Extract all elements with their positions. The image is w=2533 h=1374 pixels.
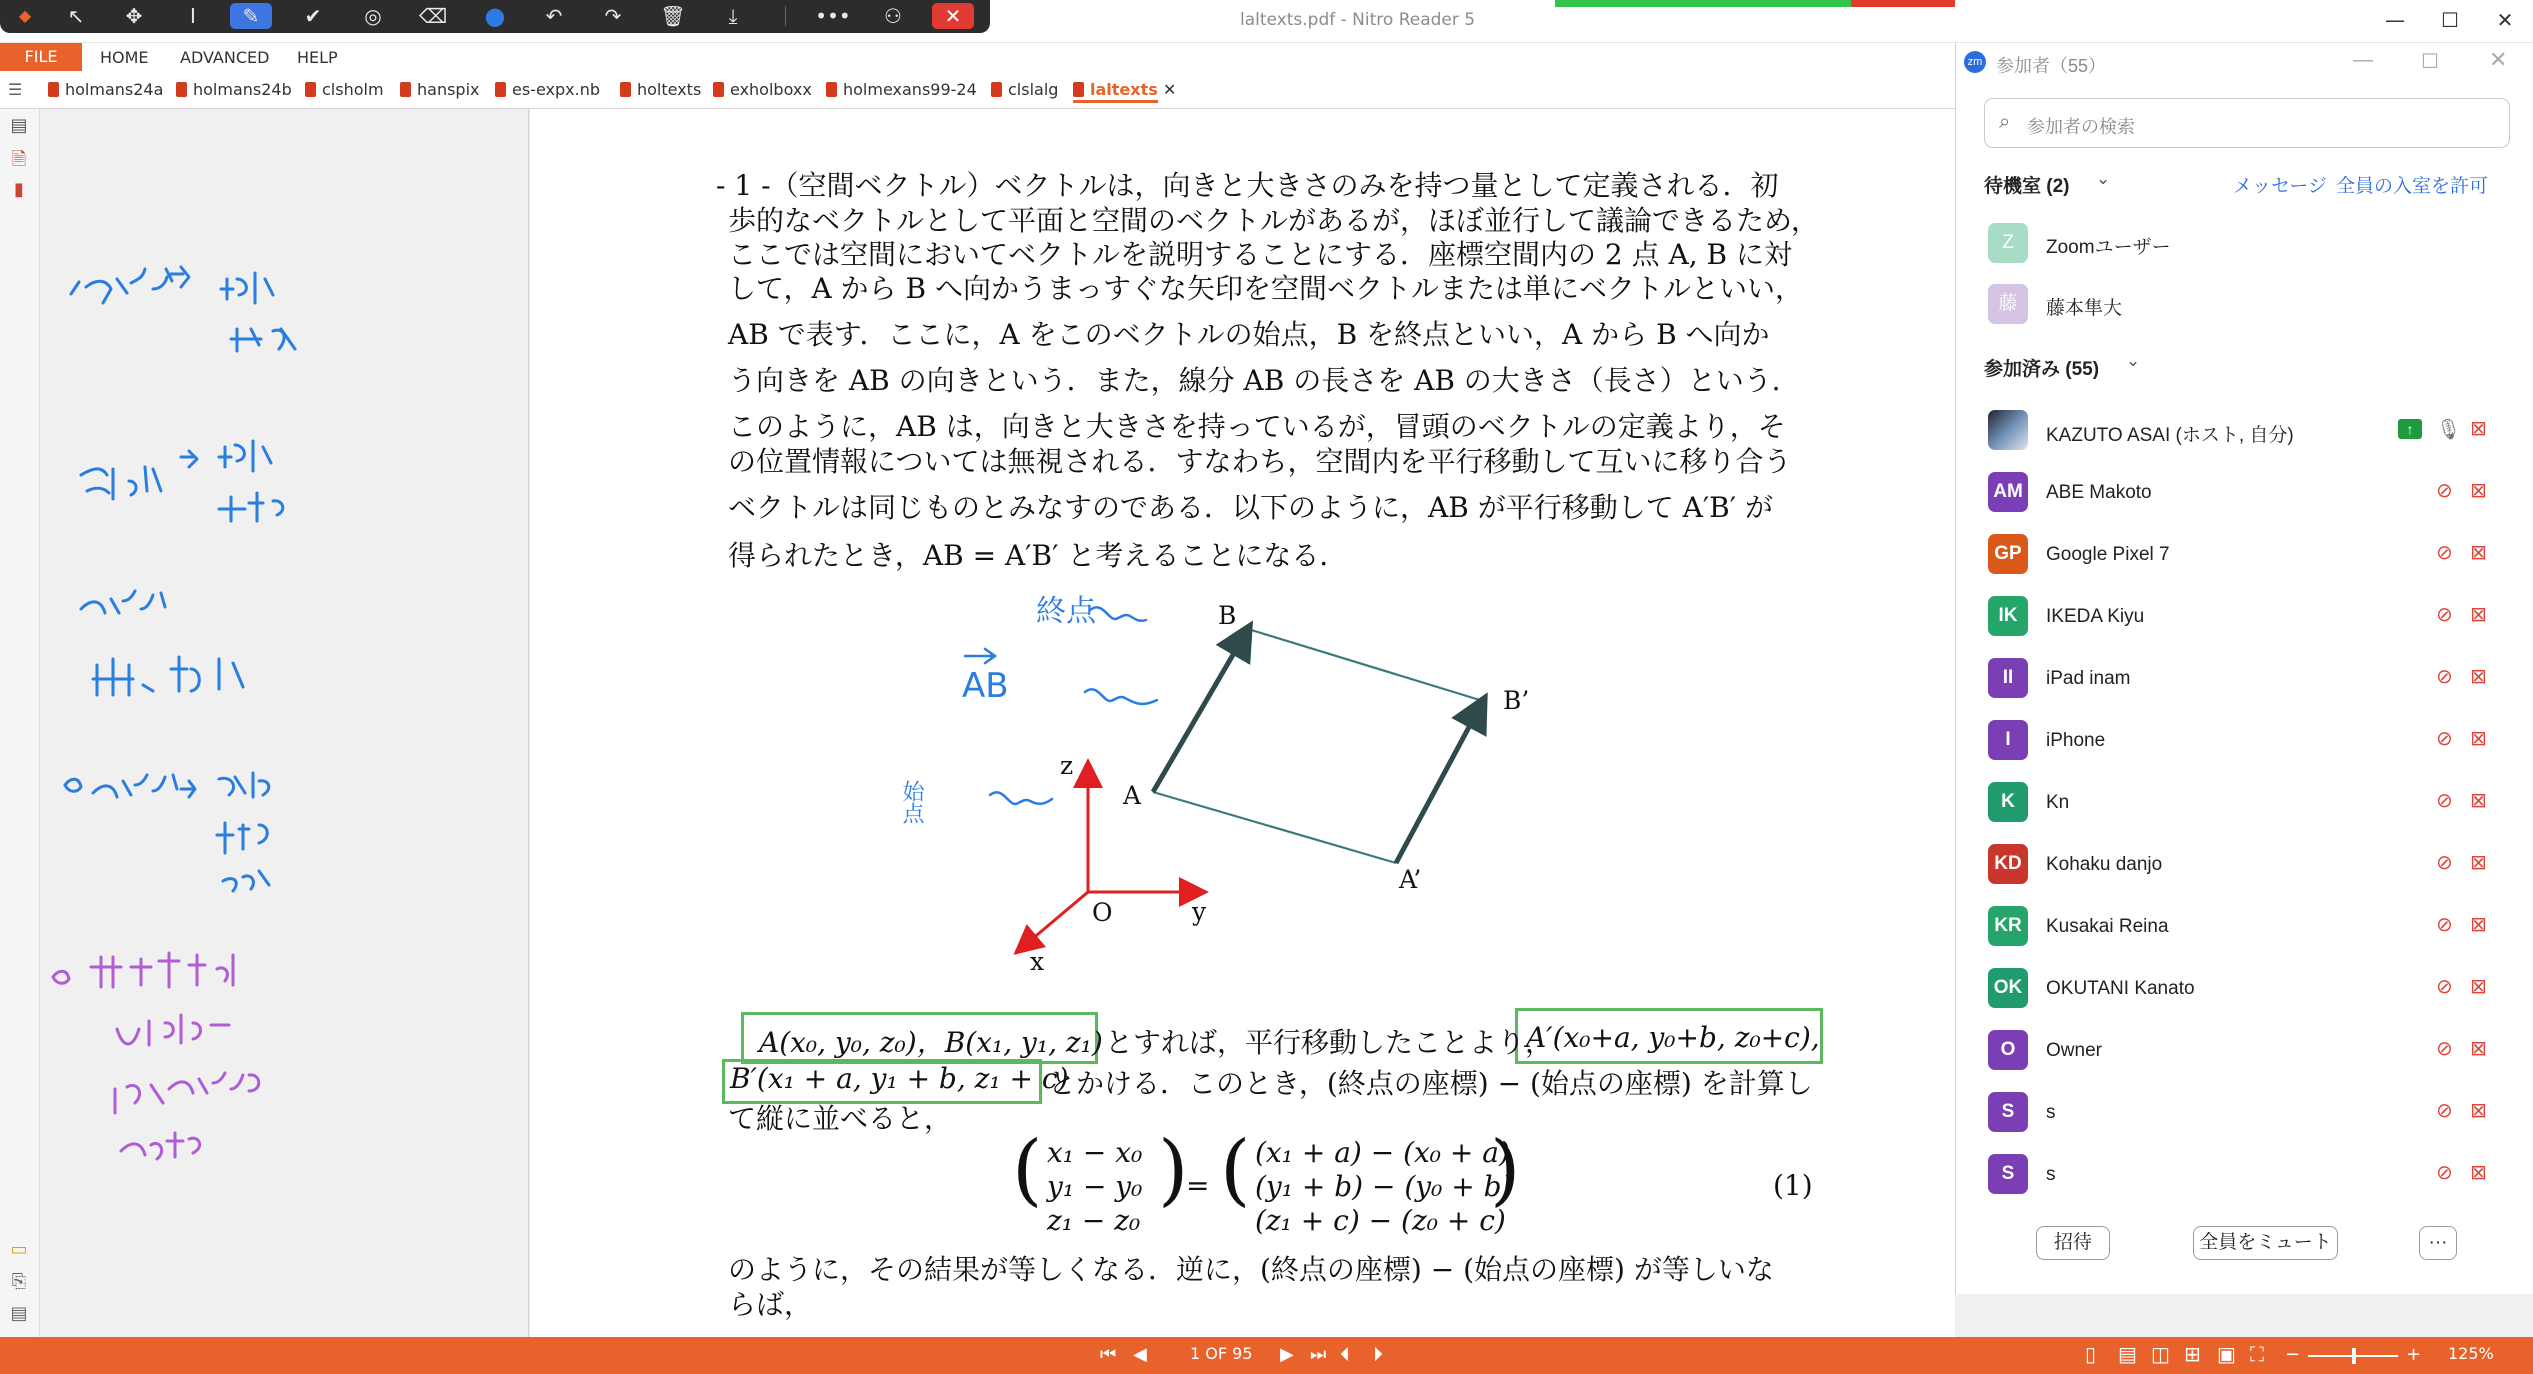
fullscreen-icon[interactable]: ⛶ (2250, 1342, 2264, 1366)
vector-apbp (1396, 701, 1483, 863)
participant-name[interactable]: iPhone (2046, 730, 2106, 751)
eq-text-vertical: て縦に並べると， (728, 1102, 953, 1135)
facing-continuous-icon[interactable]: ⊞ (2184, 1342, 2201, 1366)
video-off-icon[interactable]: ⊠ (2470, 542, 2487, 564)
search-placeholder: 参加者の検索 (2027, 117, 2135, 137)
note-vector-linear-space (71, 267, 295, 351)
menu-bar (0, 43, 1955, 71)
pdf-icon (400, 82, 411, 97)
note-matrix-linear-map (81, 441, 283, 521)
panel-close-icon[interactable]: ✕ (2489, 47, 2508, 72)
share-indicator-red (1851, 0, 1955, 7)
text-cursor-icon[interactable]: I (190, 4, 196, 28)
tab-hanspix[interactable] (400, 77, 480, 103)
label-O: O (1092, 898, 1113, 927)
para-line-2: 歩的なベクトルとして平面と空間のベクトルがあるが，ほぼ並行して議論できるため， (728, 204, 1819, 237)
waiting-name[interactable]: Zoomユーザー (2046, 237, 2171, 258)
mat-right-row1: (x₁ + a) − (x₀ + a) (1255, 1136, 1510, 1169)
tab-holmans24a[interactable] (48, 77, 163, 103)
zoom-in-icon[interactable]: + (2406, 1344, 2422, 1365)
paren-left-1: ( (1012, 1125, 1043, 1215)
redo-icon[interactable]: ↷ (604, 4, 622, 28)
status-bar (0, 1337, 2533, 1374)
para-line-4: して，A から B へ向かうまっすぐな矢印を空間ベクトルまたは単にベクトルといい， (728, 272, 1803, 305)
video-off-icon[interactable]: ⊠ (2470, 790, 2487, 812)
participant-name[interactable]: Kohaku danjo (2046, 854, 2163, 875)
more-options-button[interactable]: ··· (2419, 1226, 2457, 1260)
color-picker-icon[interactable]: ● (484, 2, 506, 30)
mic-off-icon[interactable]: ⊘ (2436, 790, 2453, 812)
tab-label: clsholm (322, 80, 384, 99)
tab-exholboxx[interactable] (713, 77, 812, 103)
avatar: IK (1988, 596, 2028, 636)
pen-icon[interactable]: ✎ (230, 3, 272, 29)
eq-text-compute: とかける．このとき，(終点の座標) − (始点の座標) を計算し (1048, 1067, 1813, 1100)
more-icon[interactable]: ••• (815, 4, 851, 28)
video-off-icon[interactable]: ⊠ (2470, 976, 2487, 998)
tab-close-icon[interactable]: ✕ (1163, 80, 1177, 99)
squiggle-start (990, 792, 1052, 804)
avatar: AM (1988, 472, 2028, 512)
tab-clslalg[interactable] (991, 77, 1058, 103)
mic-off-icon[interactable]: ⊘ (2436, 914, 2453, 936)
pdf-icon (620, 82, 631, 97)
hand-start-point: 始点 (899, 780, 924, 824)
forward-view-icon[interactable]: ⏵ (1373, 1342, 1383, 1366)
first-page-icon[interactable]: ⏮ (1100, 1344, 1117, 1365)
invite-button[interactable]: 招待 (2036, 1226, 2110, 1260)
menu-advanced[interactable]: ADVANCED (180, 48, 270, 67)
tab-label: clslalg (1008, 80, 1059, 99)
tab-clsholm[interactable] (305, 77, 384, 103)
para-line-6: う向きを AB の向きという．また，線分 AB の長さを AB の大きさ（長さ）という． (728, 364, 1800, 397)
pdf-icon (48, 82, 59, 97)
video-off-icon[interactable]: ⊠ (2470, 1162, 2487, 1184)
tab-label: holtexts (637, 80, 702, 99)
tab-label: holmexans99-24 (843, 80, 977, 99)
waiting-name[interactable]: 藤本隼大 (2046, 298, 2123, 319)
para-line-9: ベクトルは同じものとみなすのである．以下のように，AB が平行移動して A′B′ が (728, 491, 1774, 524)
participant-search[interactable] (1984, 98, 2510, 148)
pages-icon[interactable]: ▤ (10, 115, 28, 136)
eq-coords-ab: A(x₀, y₀, z₀)，B(x₁, y₁, z₁) (759, 1026, 1103, 1059)
tab-holtexts[interactable] (620, 77, 701, 103)
avatar: 藤 (1988, 284, 2028, 324)
label-B: B (1218, 601, 1237, 630)
para-line-5: AB で表す．ここに，A をこのベクトルの始点，B を終点といい，A から B へ向か (728, 318, 1770, 351)
label-z: z (1060, 751, 1074, 780)
signatures-icon[interactable]: ⎘ (11, 1271, 27, 1292)
participant-name[interactable]: OKUTANI Kanato (2046, 978, 2195, 999)
pdf-icon (495, 82, 506, 97)
pdf-icon (713, 82, 724, 97)
mic-off-icon[interactable]: ⊘ (2436, 728, 2453, 750)
participant-name[interactable]: KAZUTO ASAI (ホスト, 自分) (2046, 425, 2294, 446)
attachments-icon[interactable]: 🗎 (11, 149, 27, 170)
participant-name[interactable]: ABE Makoto (2046, 482, 2152, 503)
window-title: laltexts.pdf - Nitro Reader 5 (1240, 10, 1476, 30)
pointer-icon[interactable]: ↖ (67, 4, 85, 28)
mat-right-row3: (z₁ + c) − (z₀ + c) (1255, 1204, 1506, 1237)
participant-name[interactable]: Kusakai Reina (2046, 916, 2169, 937)
avatar: KR (1988, 906, 2028, 946)
admit-all-link[interactable]: 全員の入室を許可 (2336, 176, 2489, 197)
close-annotation-icon[interactable]: ✕ (932, 3, 974, 29)
zoom-level[interactable]: 125% (2448, 1344, 2494, 1363)
eq-coords-ap: A′(x₀+a, y₀+b, z₀+c), (1526, 1021, 1820, 1054)
para-line-10: 得られたとき，AB = A′B′ と考えることになる． (728, 539, 1348, 572)
mic-off-icon[interactable]: ⊘ (2436, 976, 2453, 998)
avatar: II (1988, 658, 2028, 698)
tab-label: holmans24a (65, 80, 164, 99)
para-line-8: の位置情報については無視される．すなわち，空間内を平行移動して互いに移り合う (728, 445, 1792, 478)
minimize-button[interactable]: — (2385, 8, 2405, 32)
note-vector-plane-space (81, 591, 243, 695)
mic-off-icon[interactable]: ⊘ (2436, 852, 2453, 874)
joined-header[interactable]: 参加済み (55) (1984, 359, 2100, 380)
participant-name[interactable]: Google Pixel 7 (2046, 544, 2170, 565)
close-window-button[interactable]: ✕ (2496, 8, 2514, 32)
label-Ap: A’ (1399, 865, 1422, 894)
zoom-slider[interactable] (2308, 1355, 2398, 1357)
paren-right-2: ) (1490, 1125, 1521, 1215)
eq-coords-bp: B′(x₁ + a, y₁ + b, z₁ + c) (730, 1062, 1069, 1095)
avatar: O (1988, 1030, 2028, 1070)
edge-a-ap (1153, 792, 1396, 863)
waiting-message-link[interactable]: メッセージ (2233, 176, 2327, 197)
mic-off-icon[interactable]: ⊘ (2436, 1100, 2453, 1122)
after-line-2: らば， (728, 1288, 813, 1321)
back-view-icon[interactable]: ⏴ (1340, 1342, 1350, 1366)
save-icon[interactable]: ⤓ (728, 4, 738, 28)
comments-icon[interactable]: ▭ (10, 1239, 28, 1260)
squiggle-ab (1085, 689, 1157, 704)
last-page-icon[interactable]: ⏭ (1310, 1344, 1327, 1365)
pdf-icon (826, 82, 837, 97)
participant-name[interactable]: s (2046, 1102, 2056, 1123)
pdf-icon (991, 82, 1002, 97)
mic-off-icon[interactable]: ⊘ (2436, 1038, 2453, 1060)
continuous-icon[interactable]: ▤ (2118, 1342, 2137, 1366)
zoom-out-icon[interactable]: − (2285, 1344, 2301, 1365)
video-off-icon[interactable]: ⊠ (2470, 852, 2487, 874)
video-off-icon[interactable]: ⊠ (2470, 1100, 2487, 1122)
host-avatar (1988, 410, 2028, 450)
tab-label: es-expx.nb (512, 80, 600, 99)
video-off-icon[interactable]: ⊠ (2470, 1038, 2487, 1060)
participant-name[interactable]: Owner (2046, 1040, 2102, 1061)
share-screen-icon: ↑ (2398, 419, 2422, 439)
menu-file[interactable]: FILE (0, 43, 82, 71)
avatar: S (1988, 1154, 2028, 1194)
eraser-icon[interactable]: ⌫ (418, 4, 448, 28)
waiting-room-header[interactable]: 待機室 (2) (1984, 176, 2070, 197)
tab-es-expx[interactable] (495, 77, 600, 103)
trash-icon[interactable]: 🗑 (660, 4, 686, 28)
hand-ab: AB (962, 666, 1009, 706)
page-indicator[interactable]: 1 OF 95 (1190, 1344, 1253, 1363)
facing-icon[interactable]: ◫ (2151, 1342, 2170, 1366)
para-line-7: このように，AB は，向きと大きさを持っているが，冒頭のベクトルの定義より，そ (728, 410, 1786, 443)
paren-left-2: ( (1220, 1125, 1251, 1215)
waiting-chevron-icon[interactable]: ⌄ (2096, 169, 2111, 188)
label-y: y (1192, 897, 1207, 926)
bookmarks-icon[interactable]: ▮ (14, 179, 24, 200)
next-page-icon[interactable]: ▶ (1280, 1344, 1294, 1365)
video-off-icon[interactable]: ⊠ (2470, 418, 2487, 440)
avatar: I (1988, 720, 2028, 760)
tab-label: exholboxx (730, 80, 812, 99)
tab-label: hanspix (417, 80, 480, 99)
note-vector-direction-magnitude (65, 773, 269, 891)
handwriting-panel[interactable] (41, 109, 529, 1337)
tab-label: laltexts (1090, 80, 1158, 99)
pdf-icon (1073, 82, 1084, 97)
check-icon[interactable]: ✔ (304, 4, 322, 28)
document-tabs (0, 71, 1955, 109)
zoom-logo-icon: zm (1964, 51, 1986, 73)
video-off-icon[interactable]: ⊠ (2470, 604, 2487, 626)
mic-off-icon[interactable]: ⊘ (2436, 666, 2453, 688)
handwriting-canvas (41, 109, 529, 1337)
eq-text-translate: とすれば，平行移動したことより， (1105, 1026, 1554, 1059)
mic-off-icon[interactable]: ⊘ (2436, 542, 2453, 564)
equation-number: (1) (1773, 1169, 1813, 1202)
mat-equals: = (1186, 1169, 1210, 1202)
undo-icon[interactable]: ↶ (545, 4, 563, 28)
maximize-button[interactable]: ☐ (2441, 8, 2459, 32)
document-view[interactable] (530, 109, 1955, 1337)
mic-off-icon[interactable]: ⊘ (2436, 604, 2453, 626)
menu-help[interactable]: HELP (297, 48, 338, 67)
move-icon[interactable]: ✥ (125, 4, 143, 28)
mat-right-row2: (y₁ + b) − (y₀ + b) (1255, 1170, 1513, 1203)
menu-home[interactable]: HOME (100, 48, 149, 67)
participant-name[interactable]: IKEDA Kiyu (2046, 606, 2145, 627)
prev-page-icon[interactable]: ◀ (1133, 1344, 1147, 1365)
mic-off-icon[interactable]: ⊘ (2436, 480, 2453, 502)
video-off-icon[interactable]: ⊠ (2470, 728, 2487, 750)
tab-holmexans99-24[interactable] (826, 77, 977, 103)
mat-left-row3: z₁ − z₀ (1047, 1204, 1141, 1237)
app-logo-icon: ◆ (18, 6, 32, 25)
avatar: S (1988, 1092, 2028, 1132)
participant-name[interactable]: s (2046, 1164, 2056, 1185)
video-off-icon[interactable]: ⊠ (2470, 666, 2487, 688)
tab-list-icon[interactable]: ☰ (8, 80, 23, 99)
after-line-1: のように，その結果が等しくなる．逆に，(終点の座標) − (始点の座標) が等しいな (728, 1253, 1774, 1286)
avatar: K (1988, 782, 2028, 822)
avatar: KD (1988, 844, 2028, 884)
squiggle-end (1090, 607, 1146, 620)
edge-b-bp (1248, 629, 1483, 701)
label-Bp: B’ (1503, 686, 1530, 715)
avatar: Z (1988, 223, 2028, 263)
request-control-icon[interactable]: ⚇ (884, 4, 902, 28)
fit-width-icon[interactable]: ▣ (2217, 1342, 2236, 1366)
pdf-icon (176, 82, 187, 97)
panel-popout-icon[interactable]: ☐ (2421, 51, 2439, 73)
pdf-icon (305, 82, 316, 97)
tab-holmans24b[interactable] (176, 77, 292, 103)
mute-all-button[interactable]: 全員をミュート (2193, 1226, 2338, 1260)
left-sidebar (0, 109, 40, 1337)
mic-off-icon[interactable]: ⊘ (2436, 1162, 2453, 1184)
hand-end-point: 終点 (1036, 594, 1096, 629)
label-A: A (1123, 781, 1142, 810)
video-off-icon[interactable]: ⊠ (2470, 914, 2487, 936)
search-icon: ⌕ (1999, 111, 2011, 133)
mat-left-row2: y₁ − y₀ (1047, 1170, 1143, 1203)
para-line-3: ここでは空間においてベクトルを説明することにする．座標空間内の 2 点 A, B に対 (728, 238, 1793, 271)
toolbar-divider (785, 6, 786, 26)
note-translation-same-vector (53, 953, 259, 1159)
video-off-icon[interactable]: ⊠ (2470, 480, 2487, 502)
tab-laltexts[interactable] (1073, 77, 1158, 103)
vector-ab (1153, 629, 1248, 792)
joined-chevron-icon[interactable]: ⌄ (2126, 351, 2141, 370)
axis-x (1018, 892, 1088, 951)
annotation-toolbar (0, 0, 990, 33)
zoom-participants-panel (1955, 43, 2533, 1294)
share-indicator-green (1555, 0, 1851, 7)
stamp-icon[interactable]: ◎ (364, 4, 382, 28)
avatar: GP (1988, 534, 2028, 574)
label-x: x (1030, 947, 1045, 976)
mat-left-row1: x₁ − x₀ (1047, 1136, 1143, 1169)
mic-on-icon[interactable]: 🎙 (2436, 419, 2462, 441)
avatar: OK (1988, 968, 2028, 1008)
ab-arrow-hand (965, 649, 995, 663)
tab-label: holmans24b (193, 80, 292, 99)
participants-title: 参加者（55） (1996, 56, 2107, 76)
panel-minimize-icon[interactable]: — (2353, 49, 2373, 71)
paren-right-1: ) (1158, 1125, 1189, 1215)
participant-name[interactable]: Kn (2046, 792, 2070, 813)
participant-name[interactable]: iPad inam (2046, 668, 2131, 689)
output-icon[interactable]: ▤ (10, 1303, 28, 1324)
zoom-slider-thumb[interactable] (2352, 1348, 2356, 1364)
para-line-1: - 1 -（空間ベクトル）ベクトルは，向きと大きさのみを持つ量として定義される．初 (716, 169, 1779, 202)
single-page-icon[interactable]: ▯ (2085, 1342, 2097, 1366)
